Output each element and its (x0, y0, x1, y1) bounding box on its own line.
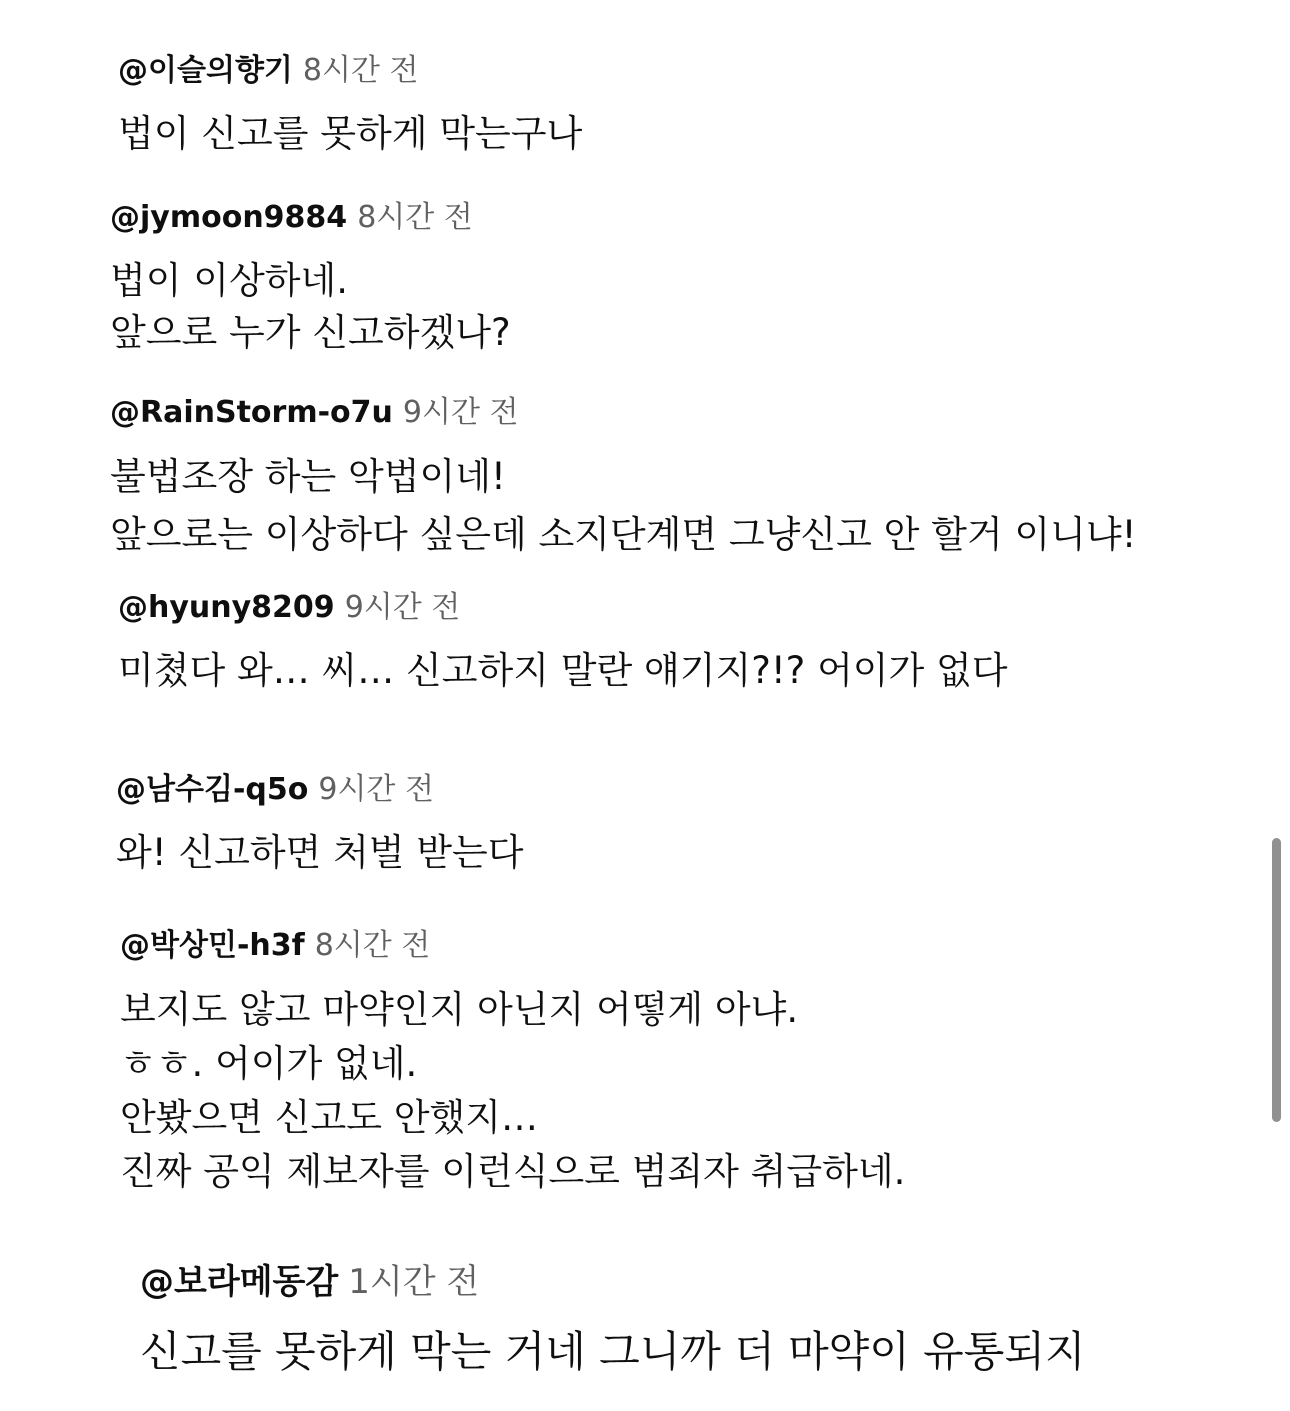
comment (110, 200, 511, 359)
comment-text (118, 645, 1008, 697)
comment-line: ㅎㅎ. 어이가 없네. (120, 1042, 418, 1085)
comment-time[interactable]: 9시간 전 (344, 590, 461, 625)
comment-author[interactable]: @RainStorm-o7u (110, 395, 393, 430)
comment-line: 와! 신고하면 처벌 받는다 (116, 831, 524, 874)
comment-line: 신고를 못하게 막는 거네 그니까 더 마약이 유통되지 (140, 1327, 1086, 1376)
comment-header (120, 928, 905, 963)
scrollbar-thumb[interactable] (1272, 838, 1281, 1122)
comment-line: 법이 신고를 못하게 막는구나 (118, 112, 583, 155)
comment-author[interactable]: @이슬의향기 (118, 53, 293, 88)
comment-line: 앞으로 누가 신고하겠나? (110, 311, 511, 354)
comment-time[interactable]: 8시간 전 (302, 53, 419, 88)
comment-text (116, 827, 524, 879)
comment-header (118, 590, 1008, 625)
comment (140, 1262, 1086, 1381)
comment-line: 보지도 않고 마약인지 아닌지 어떻게 아냐. (120, 988, 799, 1031)
comment-text (110, 448, 1136, 564)
comment-time[interactable]: 9시간 전 (402, 395, 519, 430)
comment-header (140, 1262, 1085, 1302)
comment-time[interactable]: 8시간 전 (357, 200, 473, 235)
comment-header (116, 772, 524, 807)
comment-text (118, 108, 582, 160)
comment-header (118, 53, 582, 88)
comment (120, 928, 906, 1199)
comment-text (110, 255, 511, 359)
comment-time[interactable]: 1시간 전 (348, 1262, 480, 1302)
comment-author[interactable]: @jymoon9884 (110, 200, 348, 235)
comment-header (110, 200, 511, 235)
comment-author[interactable]: @박상민-h3f (120, 928, 305, 963)
comment-author[interactable]: @보라메동감 (140, 1262, 339, 1302)
comment-line: 안봤으면 신고도 안했지… (120, 1096, 538, 1139)
comment-line: 진짜 공익 제보자를 이런식으로 범죄자 취급하네. (120, 1150, 906, 1193)
comment-line: 앞으로는 이상하다 싶은데 소지단계면 그냥신고 안 할거 이니냐! (110, 513, 1137, 556)
comment-line: 불법조장 하는 악법이네! (110, 455, 506, 498)
comment (110, 395, 1137, 564)
comment-text (140, 1323, 1085, 1381)
comment-time[interactable]: 9시간 전 (318, 772, 434, 807)
comment (116, 772, 524, 879)
comment-text (120, 983, 905, 1199)
comment-author[interactable]: @남수김-q5o (116, 772, 309, 807)
comment (118, 590, 1008, 697)
comment-author[interactable]: @hyuny8209 (118, 590, 335, 625)
comment (118, 53, 583, 160)
comment-line: 법이 이상하네. (110, 259, 348, 302)
comment-time[interactable]: 8시간 전 (314, 928, 431, 963)
comment-header (110, 395, 1136, 430)
comment-line: 미쳤다 와… 씨… 신고하지 말란 얘기지?!? 어이가 없다 (118, 649, 1008, 692)
